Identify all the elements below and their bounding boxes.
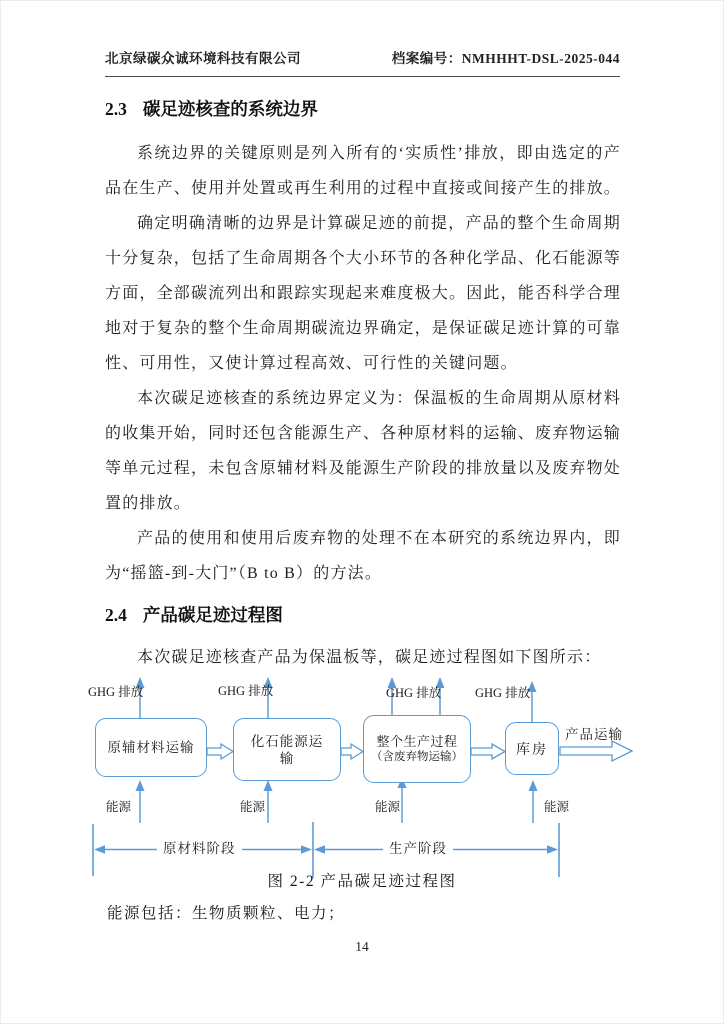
section-number: 2.4 [105,605,127,625]
section-2-4-heading [105,603,621,628]
header-company-name: 北京绿碳众诚环境科技有限公司 [105,51,301,66]
energy-label: 能源 [106,800,132,814]
section-title: 碳足迹核查的系统边界 [142,99,318,119]
product-transport-label: 产品运输 [565,727,623,742]
process-box-entire-production-process [363,715,471,783]
process-box-label: 整个生产过程 [376,734,458,749]
paragraph: 确定明确清晰的边界是计算碳足迹的前提，产品的整个生命周期十分复杂，包括了生命周期各个大小环节的各种化学品、化石能源等方面，全部碳流列出和跟踪实现起来难度极大。因此，能否科学合理地对于复杂的整个生命周期碳流边界确定，是保证碳足迹计算的可靠性、可用性，又使计算过程高效、可行性的关键问题。 [105,215,622,372]
energy-label: 能源 [375,800,401,814]
energy-label: 能源 [240,800,266,814]
header-file-number: 档案编号：NMHHHT-DSL-2025-044 [391,51,620,66]
ghg-emission-label: GHG 排放 [218,684,274,698]
paragraph: 系统边界的关键原则是列入所有的‘实质性’排放，即由选定的产品在生产、使用并处置或再生利用的过程中直接或间接产生的排放。 [105,145,622,197]
process-box-raw-auxiliary-material-transport [95,718,207,777]
process-box-label: 库房 [516,742,548,758]
process-box-sublabel: （含废弃物运输） [371,751,463,763]
ghg-emission-label: GHG 排放 [386,686,442,700]
section-title: 产品碳足迹过程图 [142,605,283,625]
section-number: 2.3 [105,99,127,119]
energy-note: 能源包括：生物质颗粒、电力； [107,905,346,922]
page-content [105,97,621,675]
energy-arrow [140,787,533,823]
carbon-footprint-process-diagram [0,668,724,903]
ghg-emission-label: GHG 排放 [88,685,144,699]
process-box-warehouse [505,722,559,775]
ghg-emission-label: GHG 排放 [475,686,531,700]
ghg-arrow [140,687,532,722]
paragraph: 本次碳足迹核查产品为保温板等，碳足迹过程图如下图所示： [137,649,602,666]
diagram-arrows [0,668,724,903]
page-header [105,47,620,77]
energy-label: 能源 [544,800,570,814]
figure-caption: 图 2-2 产品碳足迹过程图 [267,873,457,890]
process-box-fossil-energy-transport [233,718,341,781]
paragraph: 本次碳足迹核查的系统边界定义为：保温板的生命周期从原材料的收集开始，同时还包含能源生产、各种原材料的运输、废弃物运输等单元过程，未包含原辅材料及能源生产阶段的排放量以及废弃物处置的排放。 [105,390,622,512]
stage-label-raw-material: 原材料阶段 [157,840,242,858]
process-box-label: 原辅材料运输 [107,740,195,755]
paragraph: 产品的使用和使用后废弃物的处理不在本研究的系统边界内，即为“摇篮-到-大门”（B to B）的方法。 [105,530,621,582]
process-box-label: 化石能源运输 [250,733,324,766]
stage-label-production: 生产阶段 [383,840,453,858]
section-2-3-heading [105,97,621,122]
page-number: 14 [355,939,369,954]
energy-arrowheads [136,777,538,791]
